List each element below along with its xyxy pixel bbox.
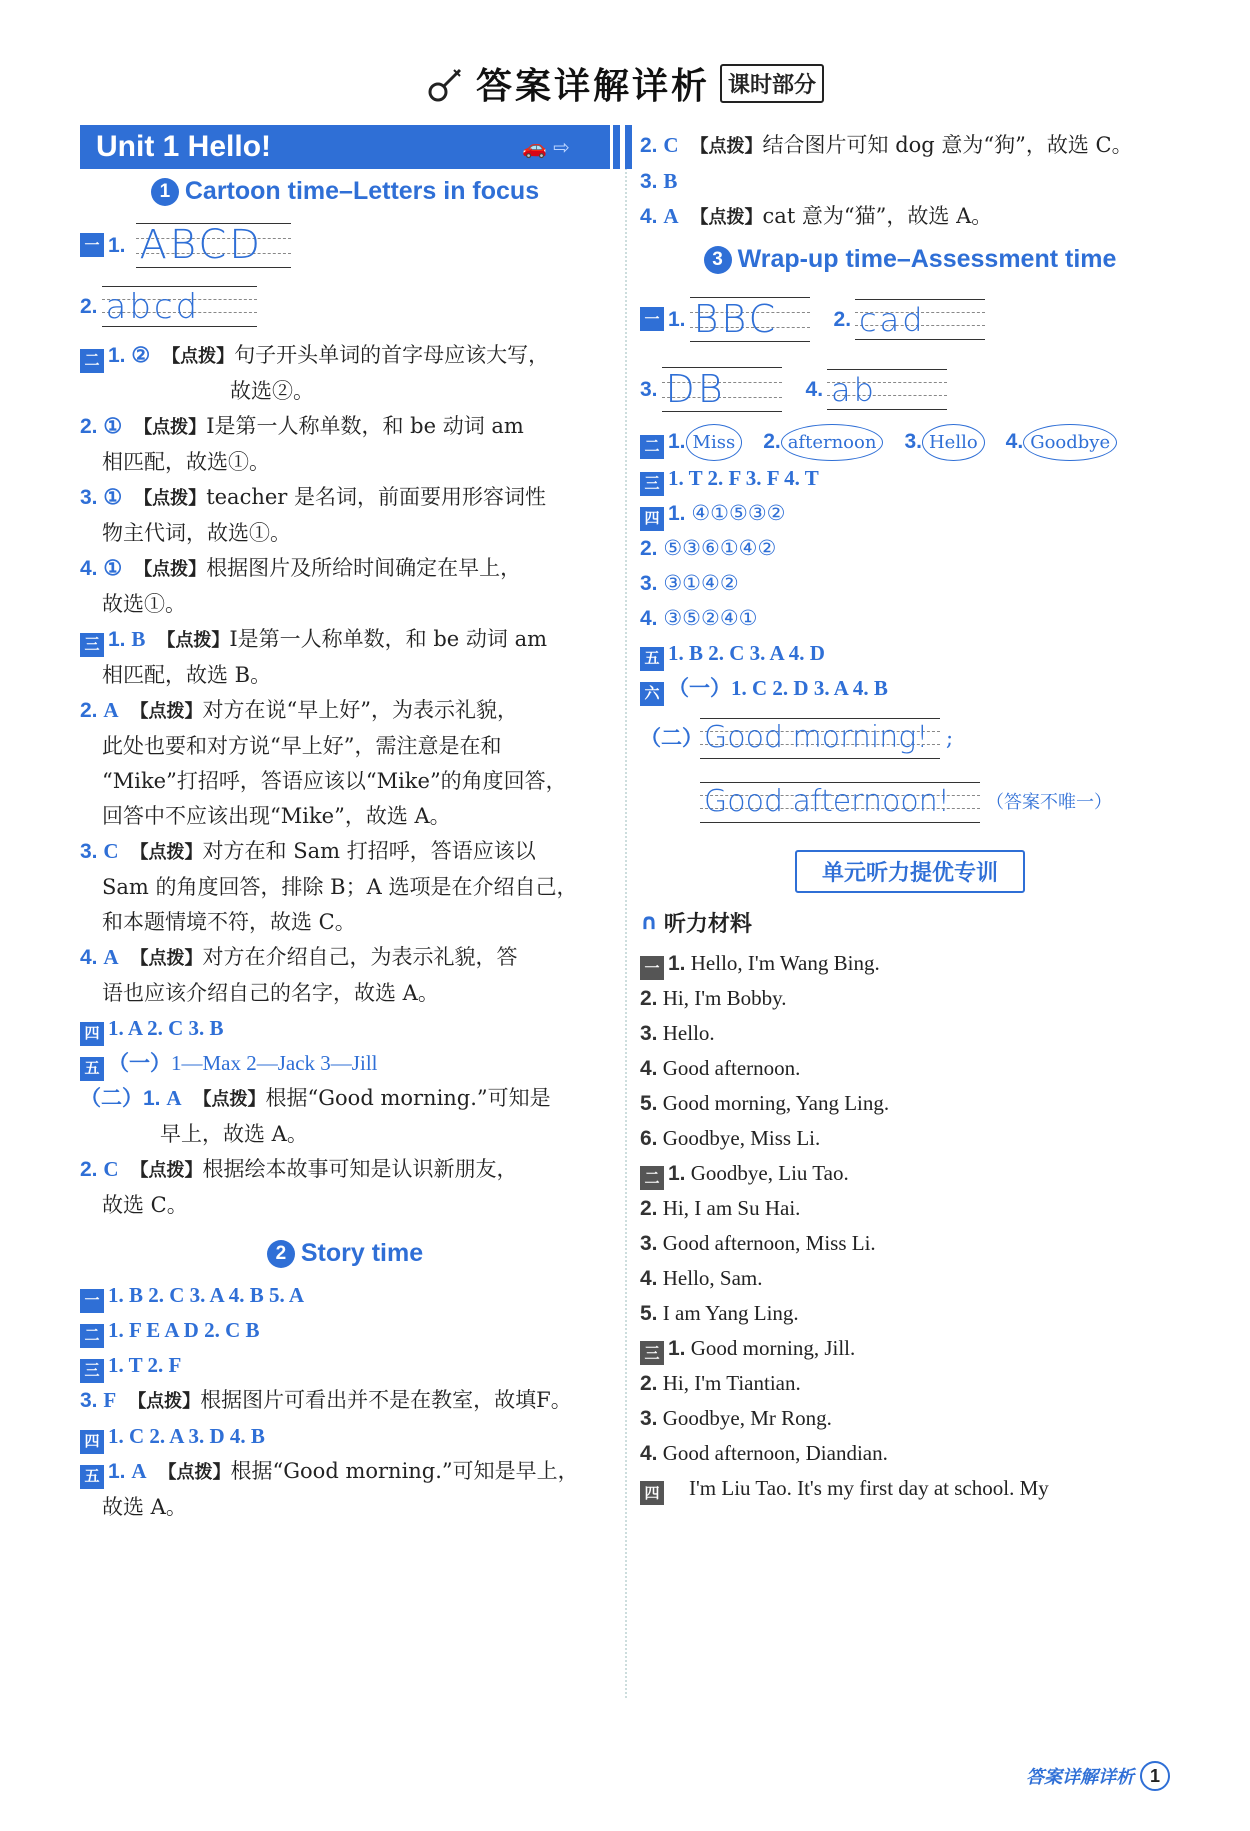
answer-row: 二 1. ② 【点拨】句子开头单词的首字母应该大写， [80, 338, 610, 374]
answer-row: 2. ⑤③⑥①④② [640, 536, 777, 560]
section-title-1 [80, 177, 610, 206]
answer-row: 4. A 【点拨】对方在介绍自己，为表示礼貌，答 [80, 945, 518, 969]
script-line: 3. Good afternoon, Miss Li. [640, 1231, 876, 1255]
q-mark-3: 三 [80, 1359, 104, 1383]
answer-row: 3. C 【点拨】对方在和 Sam 打招呼，答语应该以 [80, 839, 536, 863]
q-mark-4: 四 [640, 507, 664, 531]
answer-row: 五 1. A 【点拨】根据“Good morning.”可知是早上， [80, 1454, 610, 1490]
answer-row: 4. ① 【点拨】根据图片及所给时间确定在早上， [80, 556, 522, 580]
handwriting-line: BBC [690, 297, 810, 341]
script-line: 一 1. Hello, I'm Wang Bing. [640, 946, 1180, 981]
answer-row: 3. F 【点拨】根据图片可看出并不是在教室，故填F。 [80, 1388, 572, 1412]
script-line: 5. I am Yang Ling. [640, 1301, 799, 1325]
answer-row: 一 1. BBC 2. cad [640, 284, 1180, 354]
q-mark-5: 五 [80, 1465, 104, 1489]
q-mark-1: 一 [640, 307, 664, 331]
answer-row: 4. ③⑤②④① [640, 606, 758, 630]
answer-cont: 回答中不应该出现“Mike”，故选 A。 [102, 804, 451, 828]
answer-row: 3. ① 【点拨】teacher 是名词，前面要用形容词性 [80, 485, 547, 509]
answer-cont: 故选 C。 [102, 1193, 188, 1217]
answer-row: 三 1. T 2. F 3. F 4. T [640, 461, 1180, 496]
banner-end-bars [613, 125, 632, 169]
script-line: 3. Goodbye, Mr Rong. [640, 1406, 832, 1430]
answer-row: 4. A 【点拨】cat 意为“猫”，故选 A。 [640, 204, 993, 228]
q-mark-3: 三 [640, 472, 664, 496]
handwriting-line: ab [827, 369, 947, 409]
script-block [640, 946, 1180, 1505]
answer-cont: 早上，故选 A。 [160, 1122, 308, 1146]
page-header [0, 58, 1250, 109]
section-title-text: Story time [300, 1239, 424, 1267]
listening-tag: 单元听力提优专训 [795, 850, 1025, 893]
q-mark-2: 二 [80, 349, 104, 373]
answer-row: 二 1. Miss 2. afternoon 3. Hello 4. Goodbye [640, 424, 1180, 461]
answer-cont: 语也应该介绍自己的名字，故选 A。 [102, 981, 439, 1005]
section-title-3 [640, 245, 1180, 274]
answer-cont: 物主代词，故选①。 [102, 521, 291, 545]
page-footer [1026, 1761, 1170, 1791]
listening-title: ∩ 听力材料 [640, 910, 752, 936]
guitar-key-icon [426, 64, 466, 104]
script-line: 四 I'm Liu Tao. It's my first day at school. My [640, 1471, 1180, 1505]
answer-row: 五 1. B 2. C 3. A 4. D [640, 636, 1180, 671]
handwriting-line: Good morning! [700, 718, 940, 758]
script-line: 3. Hello. [640, 1021, 715, 1045]
q-mark-3: 三 [80, 633, 104, 657]
note: （答案不唯一） [986, 791, 1112, 813]
q-mark-4: 四 [80, 1022, 104, 1046]
q-mark-6: 六 [640, 682, 664, 706]
answer-row: 五 （一）1—Max 2—Jack 3—Jill [80, 1046, 610, 1081]
q-mark-5: 五 [640, 647, 664, 671]
section-title-text: Cartoon time–Letters in focus [184, 177, 540, 205]
right-column [640, 128, 1180, 1505]
section-number: 2 [267, 1240, 295, 1268]
answer-row: 四 1. ④①⑤③② [640, 496, 1180, 531]
answer-cont: Sam 的角度回答，排除 B；A 选项是在介绍自己， [102, 875, 578, 899]
handwriting-line: ABCD [136, 223, 291, 267]
answer-row: 3. DB 4. ab [640, 354, 1180, 424]
footer-title: 答案详解详析 [1026, 1767, 1134, 1788]
answer-row: 二 1. F E A D 2. C B [80, 1313, 610, 1348]
section-title-2 [80, 1239, 610, 1268]
car-icon: 🚗 ⇨ [521, 135, 570, 159]
answer-row: 2. ① 【点拨】I是第一人称单数，和 be 动词 am [80, 414, 524, 438]
answer-cont: 相匹配，故选①。 [102, 450, 270, 474]
answer-cont: 相匹配，故选 B。 [102, 663, 272, 687]
answer-row: 四 1. A 2. C 3. B [80, 1011, 610, 1046]
handwriting-line: Good afternoon! [700, 782, 980, 822]
answer-row: （二）1. A 【点拨】根据“Good morning.”可知是 [80, 1086, 551, 1110]
script-line: 三 1. Good morning, Jill. [640, 1331, 1180, 1366]
q-mark-1: 一 [80, 233, 104, 257]
q-mark-2: 二 [80, 1324, 104, 1348]
q-mark-1: 一 [80, 1289, 104, 1313]
answer-cont: “Mike”打招呼，答语应该以“Mike”的角度回答， [102, 769, 567, 793]
section-badge: 课时部分 [720, 64, 824, 103]
script-line: 4. Good afternoon. [640, 1056, 801, 1080]
answer-row: 3. ③①④② [640, 571, 739, 595]
q-mark-2: 二 [640, 435, 664, 459]
unit-banner [80, 125, 610, 169]
answer-cont: 故选②。 [230, 379, 314, 403]
answer-row: 3. B [640, 169, 678, 193]
unit-title: Unit 1 Hello! [96, 130, 272, 163]
headphones-icon: ∩ [640, 910, 658, 935]
handwriting-line: abcd [102, 286, 257, 326]
section-number: 3 [704, 246, 732, 274]
answer-cont: 此处也要和对方说“早上好”，需注意是在和 [102, 734, 502, 758]
answer-cont: 和本题情境不符，故选 C。 [102, 910, 356, 934]
section-number: 1 [151, 178, 179, 206]
answer-row: 一 1. B 2. C 3. A 4. B 5. A [80, 1278, 610, 1313]
answer-row: 三 1. B 【点拨】I是第一人称单数，和 be 动词 am [80, 622, 610, 658]
script-line: 6. Goodbye, Miss Li. [640, 1126, 821, 1150]
answer-cont: 故选 A。 [102, 1495, 187, 1519]
q-mark-5: 五 [80, 1057, 104, 1081]
handwriting-line: cad [855, 299, 985, 339]
script-line: 2. Hi, I'm Bobby. [640, 986, 787, 1010]
script-line: 5. Good morning, Yang Ling. [640, 1091, 890, 1115]
answer-cont: 故选①。 [102, 592, 186, 616]
answer-row: 三 1. T 2. F [80, 1348, 610, 1383]
left-column [80, 125, 610, 1525]
answer-row [640, 770, 1180, 834]
page-number: 1 [1140, 1761, 1170, 1791]
handwriting-line: DB [662, 367, 782, 411]
answer-row: （二） Good morning! ; [640, 706, 1180, 770]
column-divider [625, 128, 627, 1698]
script-line: 二 1. Goodbye, Liu Tao. [640, 1156, 1180, 1191]
answer-row: 六 （一）1. C 2. D 3. A 4. B [640, 671, 1180, 706]
script-line: 4. Good afternoon, Diandian. [640, 1441, 888, 1465]
script-line: 4. Hello, Sam. [640, 1266, 763, 1290]
answer-row: 四 1. C 2. A 3. D 4. B [80, 1419, 610, 1454]
answer-row: 2. C 【点拨】结合图片可知 dog 意为“狗”，故选 C。 [640, 133, 1133, 157]
script-line: 2. Hi, I am Su Hai. [640, 1196, 801, 1220]
answer-row: 2. C 【点拨】根据绘本故事可知是认识新朋友， [80, 1157, 518, 1181]
answer-row: 2. abcd [80, 274, 610, 338]
q-mark-4: 四 [80, 1430, 104, 1454]
answer-row: 一 1. ABCD [80, 216, 610, 274]
section-title-text: Wrap-up time–Assessment time [737, 245, 1117, 273]
answer-row: 2. A 【点拨】对方在说“早上好”，为表示礼貌， [80, 698, 519, 722]
script-line: 2. Hi, I'm Tiantian. [640, 1371, 801, 1395]
page-title: 答案详解详析 [475, 66, 710, 107]
